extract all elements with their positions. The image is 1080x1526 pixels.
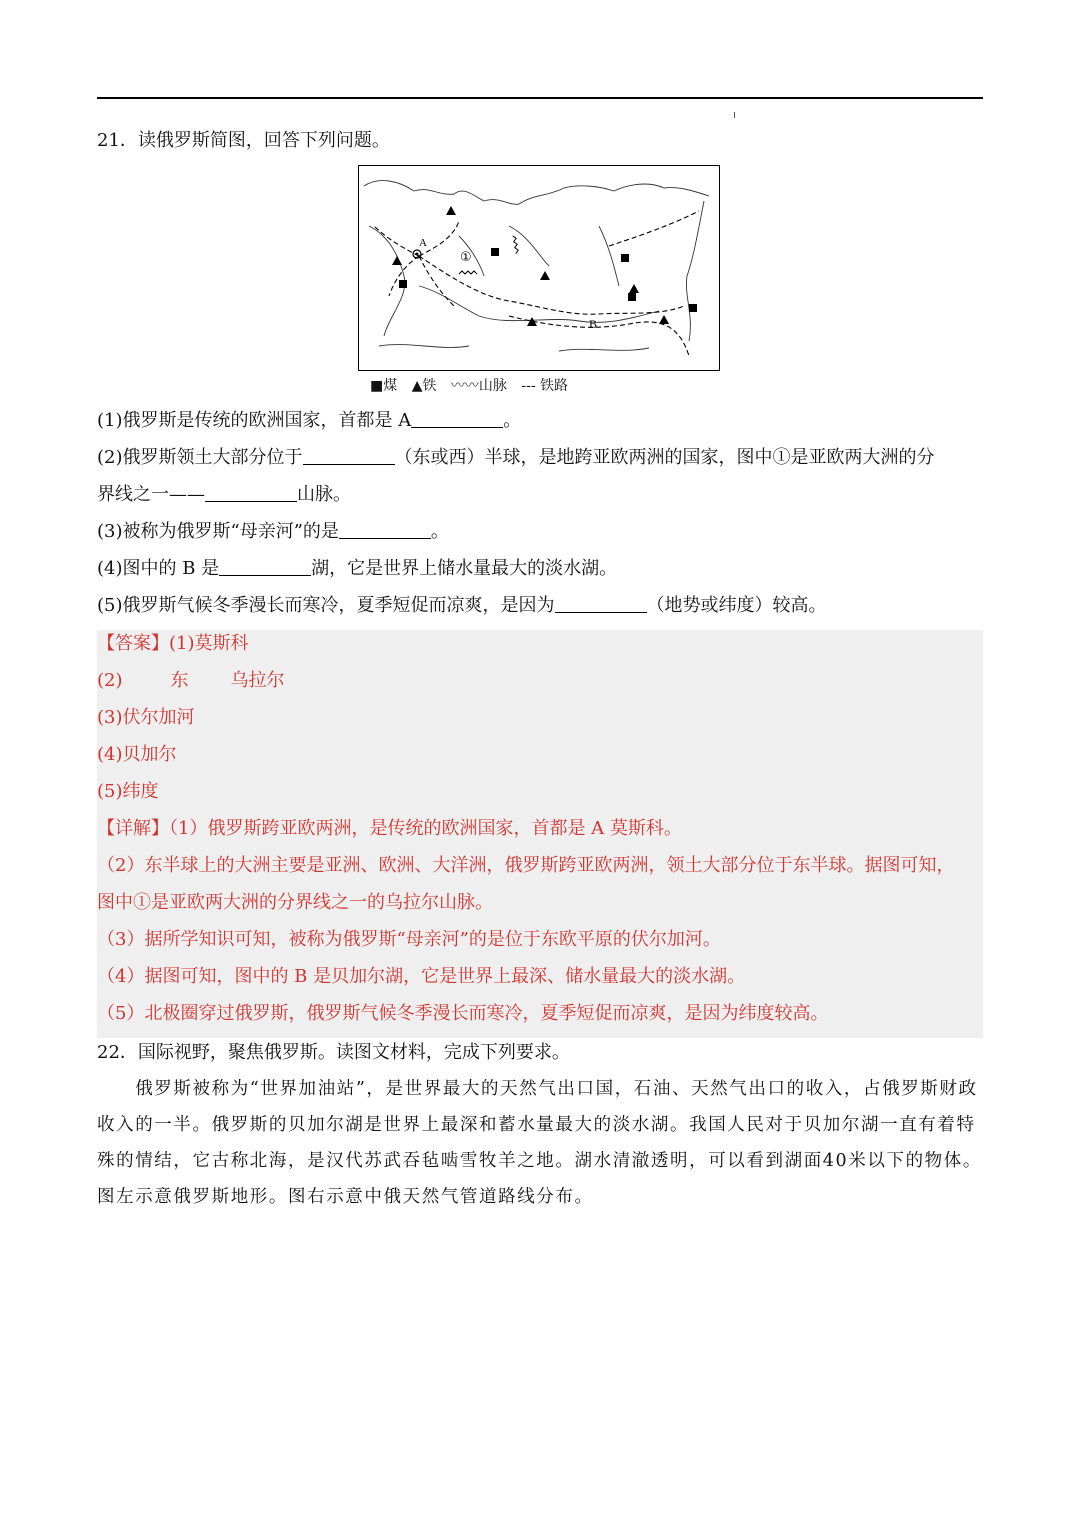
detail-5: （5）北极圈穿过俄罗斯，俄罗斯气候冬季漫长而寒冷，夏季短促而凉爽，是因为纬度较高。 [97,1003,829,1024]
question-21-5: (5)俄罗斯气候冬季漫长而寒冷，夏季短促而凉爽，是因为 （地势或纬度）较高。 [97,595,827,616]
question-21-3: (3)被称为俄罗斯“母亲河”的是 。 [97,521,449,542]
answer-3: (3)伏尔加河 [97,707,195,728]
answer-5: (5)纬度 [97,781,159,802]
map-legend [370,377,578,395]
answer-blank[interactable] [411,409,503,428]
russia-map-svg [359,166,718,369]
legend-mountain: 〰〰山脉 [450,378,507,394]
answer-1: 【答案】(1)莫斯科 [97,633,249,654]
question-21-1: (1)俄罗斯是传统的欧洲国家，首都是 A 。 [97,410,522,431]
passage-line-1: 俄罗斯被称为“世界加油站”，是世界最大的天然气出口国，石油、天然气出口的收入，占俄罗斯财政 [97,1079,978,1099]
header-rule [97,97,983,99]
question-21-2-cont: 界线之一—— 山脉。 [97,484,351,505]
legend-railway: --- 铁路 [521,378,569,394]
passage-line-2: 收入的一半。俄罗斯的贝加尔湖是世界上最深和蓄水量最大的淡水湖。我国人民对于贝加尔湖一直有着特 [97,1115,976,1135]
russia-map [358,165,720,371]
legend-coal: ■煤 [370,378,398,394]
passage-line-4: 图左示意俄罗斯地形。图右示意中俄天然气管道路线分布。 [97,1187,594,1207]
answer-blank[interactable] [219,557,311,576]
answer-tag: 【答案】 [97,633,169,654]
question-21-title: 21．读俄罗斯简图，回答下列问题。 [97,130,390,151]
answer-blank[interactable] [205,483,297,502]
question-21-2: (2)俄罗斯领土大部分位于 （东或西）半球，是地跨亚欧两洲的国家，图中①是亚欧两大洲的分 [97,447,935,468]
answer-blank[interactable] [303,446,395,465]
detail-1: 【详解】（1）俄罗斯跨亚欧两洲，是传统的欧洲国家，首都是 A 莫斯科。 [97,818,682,839]
question-22-title: 22．国际视野，聚焦俄罗斯。读图文材料，完成下列要求。 [97,1042,570,1063]
map-label-ural: ① [460,250,472,265]
map-label-a: A [419,237,427,249]
question-21-4: (4)图中的 B 是 湖，它是世界上储水量最大的淡水湖。 [97,558,618,579]
map-label-b: B [589,317,598,331]
passage-line-3: 殊的情结，它古称北海，是汉代苏武吞毡啮雪牧羊之地。湖水清澈透明，可以看到湖面40米以下的物体。 [97,1151,982,1171]
detail-4: （4）据图可知，图中的 B 是贝加尔湖，它是世界上最深、储水量最大的淡水湖。 [97,966,746,987]
detail-2: （2）东半球上的大洲主要是亚洲、欧洲、大洋洲，俄罗斯跨亚欧两洲，领土大部分位于东半球。据图可知， [97,855,955,876]
detail-tag: 【详解】 [97,818,169,839]
answer-blank[interactable] [555,594,647,613]
answer-blank[interactable] [339,520,431,539]
legend-iron: ▲铁 [411,378,437,394]
answer-2: (2) 东 乌拉尔 [97,670,285,691]
answer-4: (4)贝加尔 [97,744,177,765]
detail-3: （3）据所学知识可知，被称为俄罗斯“母亲河”的是位于东欧平原的伏尔加河。 [97,929,721,950]
page-mark [734,112,735,118]
detail-2-cont: 图中①是亚欧两大洲的分界线之一的乌拉尔山脉。 [97,892,493,913]
